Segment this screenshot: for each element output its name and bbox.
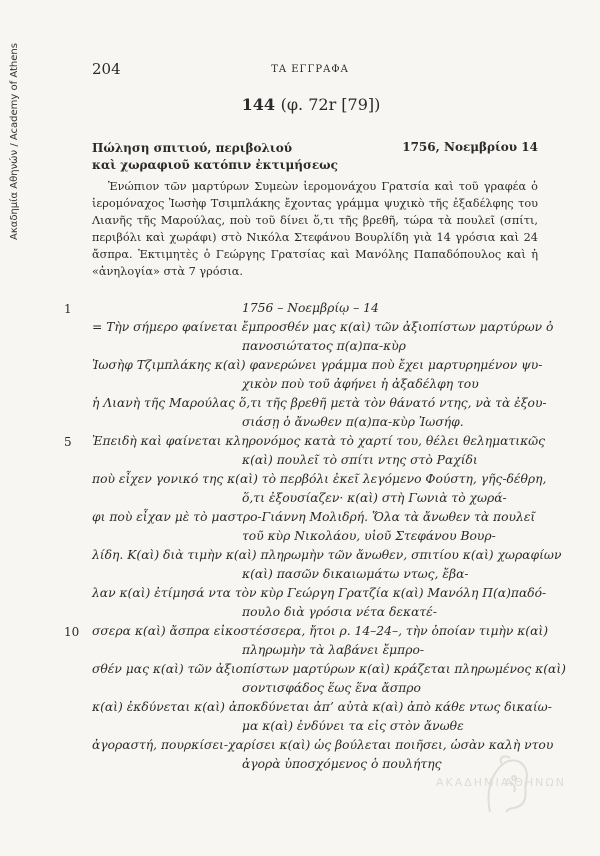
text-line: κ(αὶ) ἐκδύνεται κ(αὶ) ἀποκδύνεται ἀπ’ αὐτὰ κ(αὶ) ἀπὸ κάθε ντως δικαίω-: [92, 700, 552, 714]
line-number: 5: [64, 435, 72, 449]
text-line: = Τὴν σήμερο φαίνεται ἔμπροσθέν μας κ(αὶ) τῶν ἀξιοπίστων μαρτύρων ὁ: [92, 320, 554, 334]
document-date: 1756, Νοεμβρίου 14: [402, 140, 538, 154]
text-line: Ἰωσὴφ Τζιμπλάκης κ(αὶ) φανερώνει γράμμα ποὺ ἔχει μαρτυρημένον ψυ-: [92, 358, 543, 372]
watermark-text: ΑΚΑΔΗΜΙΑ: [436, 776, 511, 789]
running-header: ΤΑ ΕΓΓΡΑΦΑ: [271, 64, 349, 75]
text-line: κ(αὶ) πασῶν δικαιωμάτω ντως, ἔβα-: [242, 567, 469, 581]
summary-paragraph: Ἐνώπιον τῶν μαρτύρων Συμεὼν ἱερομονάχου Γρατσία καὶ τοῦ γραφέα ὁ ἱερομόναχος Ἰωσὴφ Τσιμπλάκης ἔχοντας γράμμα ψυχικὸ τῆς ἐξαδέλφης του Λιανῆς τῆς Μαρούλας, ποὺ τοῦ δίνει ὅ,τι τῆς βρεθῆ, τώρα τὰ πουλεῖ (σπίτι, περιβόλι καὶ χωράφι) στὸ Νικόλα Στεφάνου Βουρλίδη γιὰ 14 γρόσια καὶ 24 ἄσπρα. Ἐκτιμητὲς ὁ Γεώργης Γρατσίας καὶ Μανόλης Παπαδόπουλος καὶ ἡ «ἀνηλογία» στὰ 7 γρόσια.: [92, 180, 538, 278]
text-line: ἀγοραστή, πουρκίσει-χαρίσει κ(αὶ) ὡς βούλεται ποιῆσει, ὡσὰν καλὴ ντου: [92, 738, 554, 752]
text-line: ἡ Λιανὴ τῆς Μαρούλας ὅ,τι τῆς βρεθῆ μετὰ τὸν θάνατό ντης, νὰ τὰ ἐξου-: [92, 396, 547, 410]
sidebar-text: Ακαδημία Αθηνών / Academy of Athens: [9, 43, 20, 240]
page-number: 204: [92, 60, 121, 78]
text-line: τοῦ κὺρ Νικολάου, υἱοῦ Στεφάνου Βουρ-: [242, 529, 496, 543]
text-line: ἀγορὰ ὑποσχόμενος ὁ πουλήτης: [242, 757, 442, 771]
title-line: Πώληση σπιτιού, περιβολιού: [92, 141, 293, 155]
document-title: [92, 140, 338, 174]
text-line: μα κ(αὶ) ἐνδύνει τα εἰς στὸν ἄνωθε: [242, 719, 464, 733]
line-number: 1: [64, 302, 72, 316]
text-line: κ(αὶ) πουλεῖ τὸ σπίτι ντης στὸ Ραχίδι: [242, 453, 478, 467]
text-line: σθέν μας κ(αὶ) τῶν ἀξιοπίστων μαρτύρων κ(αὶ) κράζεται πληρωμένος κ(αὶ): [92, 662, 566, 676]
text-line: ποὺ εἶχεν γονικό της κ(αὶ) τὸ περβόλι ἐκεῖ λεγόμενο Φούστη, γῆς-δέθρη,: [92, 472, 547, 486]
text-line: πληρωμὴν τὰ λαβάνει ἔμπρο-: [242, 643, 425, 657]
folio-reference: (φ. 72r [79]): [280, 95, 381, 114]
text-line: σοντισφάδος ἕως ἕνα ἄσπρο: [242, 681, 421, 695]
text-line: Ἐπειδὴ καὶ φαίνεται κληρονόμος κατὰ τὸ χαρτί του, θέλει θεληματικῶς: [92, 434, 546, 448]
text-line: λαν κ(αὶ) ἐτίμησά ντα τὸν κὺρ Γεώργη Γρατζία κ(αὶ) Μανόλη Π(α)παδό-: [92, 586, 547, 600]
text-line: ὅ,τι ἐξουσίαζεν· κ(αὶ) στὴ Γωνιὰ τὸ χωρά-: [242, 491, 507, 505]
text-line: πανοσιώτατος π(α)πα-κὺρ: [242, 339, 406, 353]
text-line: 1756 – Νοεμβρίῳ – 14: [242, 301, 379, 315]
watermark-text: ΑΘΗΝΩΝ: [504, 776, 566, 789]
text-line: σσερα κ(αὶ) ἄσπρα εἰκοστέσσερα, ἤτοι ρ. 14–24–, τὴν ὁποίαν τιμὴν κ(αὶ): [92, 624, 549, 638]
text-line: χικὸν ποὺ τοῦ ἀφήνει ἡ ἀξαδέλφη του: [242, 377, 479, 391]
text-line: φι ποὺ εἶχαν μὲ τὸ μαστρο-Γιάννη Μολιδρή. Ὅλα τὰ ἄνωθεν τὰ πουλεῖ: [92, 510, 536, 524]
text-line: λίδη. Κ(αὶ) διὰ τιμὴν κ(αὶ) πληρωμὴν τῶν ἄνωθεν, σπιτίου κ(αὶ) χωραφίων: [92, 548, 562, 562]
title-line: καὶ χωραφιοῦ κατόπιν ἐκτιμήσεως: [92, 158, 338, 172]
academy-watermark: [436, 754, 566, 824]
text-line: σιάσῃ ὁ ἄνωθεν π(α)πα-κὺρ Ἰωσήφ.: [242, 415, 464, 429]
document-number: 144: [241, 95, 276, 114]
text-line: πουλο διὰ γρόσια νέτα δεκατέ-: [242, 605, 437, 619]
document-heading: [0, 95, 600, 114]
line-number: 10: [64, 625, 80, 639]
